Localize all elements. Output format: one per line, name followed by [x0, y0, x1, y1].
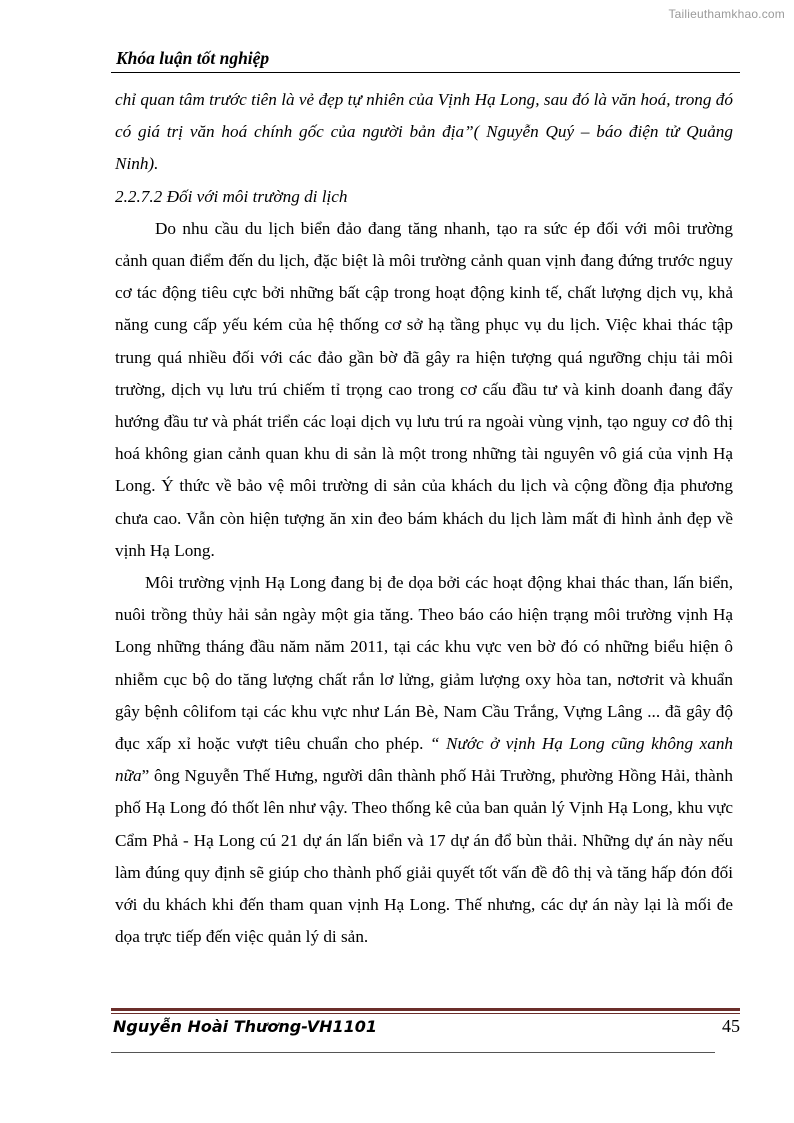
page-number: 45	[722, 1016, 740, 1036]
watermark-text: Tailieuthamkhao.com	[668, 7, 785, 21]
document-body	[115, 84, 733, 953]
footer-divider-thick	[111, 1008, 740, 1011]
paragraph-text: Môi trường vịnh Hạ Long đang bị đe dọa bởi các hoạt động khai thác than, lấn biển, nuôi trồng thủy hải sản ngày một gia tăng. Theo báo cáo hiện trạng môi trường vịnh Hạ Long những tháng đầu năm năm 2011, tại các khu vực ven bờ đó có những biểu hiện ô nhiễm cục bộ do tăng lượng chất rắn lơ lửng, giảm lượng oxy hòa tan, nơtơrit và khuẩn gây bệnh côlifom tại các khu vực như Lán Bè, Nam Cầu Trắng, Vựng Lâng ... đã gây độ đục xấp xỉ hoặc vượt tiêu chuẩn cho phép.	[115, 573, 733, 754]
section-heading: 2.2.7.2 Đối với môi trường di lịch	[115, 186, 348, 206]
header-divider	[111, 72, 740, 73]
paragraph-environment-threats	[115, 567, 733, 953]
footer-bottom-divider	[111, 1052, 715, 1053]
quoted-statement: “ Nước ở vịnh Hạ Long cũng không xanh nữa	[115, 734, 734, 786]
footer-divider-thin	[111, 1013, 740, 1014]
paragraph-text: ” ông Nguyễn Thế Hưng, người dân thành phố Hải Trường, phường Hồng Hải, thành phố Hạ Long đó thốt lên như vậy. Theo thống kê của ban quản lý Vịnh Hạ Long, khu vực Cẩm Phả - Hạ Long cú 21 dự án lấn biển và 17 dự án đổ bùn thải. Những dự án này nếu làm đúng quy định sẽ giúp cho thành phố giải quyết tốt vấn đề đô thị và tăng hấp đón đối với du khách khi đến tham quan vịnh Hạ Long. Thế nhưng, các dự án này lại là mối đe dọa trực tiếp đến việc quản lý di sản.	[115, 766, 733, 947]
quote-continuation: chỉ quan tâm trước tiên là vẻ đẹp tự nhiên của Vịnh Hạ Long, sau đó là văn hoá, trong đó có giá trị văn hoá chính gốc của người bản địa”( Nguyễn Quý – báo điện tử Quảng Ninh).	[115, 90, 733, 174]
footer-author: Nguyễn Hoài Thương-VH1101	[113, 1017, 378, 1036]
paragraph-environment-pressure: Do nhu cầu du lịch biển đảo đang tăng nhanh, tạo ra sức ép đối với môi trường cảnh quan điểm đến du lịch, đặc biệt là môi trường cảnh quan vịnh đang đứng trước nguy cơ tác động tiêu cực bởi những bất cập trong hoạt động kinh tế, chất lượng dịch vụ, khả năng cung cấp yếu kém của hệ thống cơ sở hạ tầng phục vụ du lịch. Việc khai thác tập trung quá nhiều đối với các đảo gần bờ đã gây ra hiện tượng quá ngưỡng chịu tải môi trường, dịch vụ lưu trú chiếm tỉ trọng cao trong cơ cấu đầu tư và kinh doanh đang đẩy hướng đầu tư và phát triển các loại dịch vụ lưu trú ra ngoài vùng vịnh, tạo nguy cơ đô thị hoá không gian cảnh quan khu di sản là một trong những tài nguyên vô giá của vịnh Hạ Long. Ý thức về bảo vệ môi trường di sản của khách du lịch và cộng đồng địa phương chưa cao. Vẫn còn hiện tượng ăn xin đeo bám khách du lịch làm mất đi hình ảnh đẹp về vịnh Hạ Long.	[115, 218, 733, 560]
page-header-title: Khóa luận tốt nghiệp	[116, 48, 270, 68]
